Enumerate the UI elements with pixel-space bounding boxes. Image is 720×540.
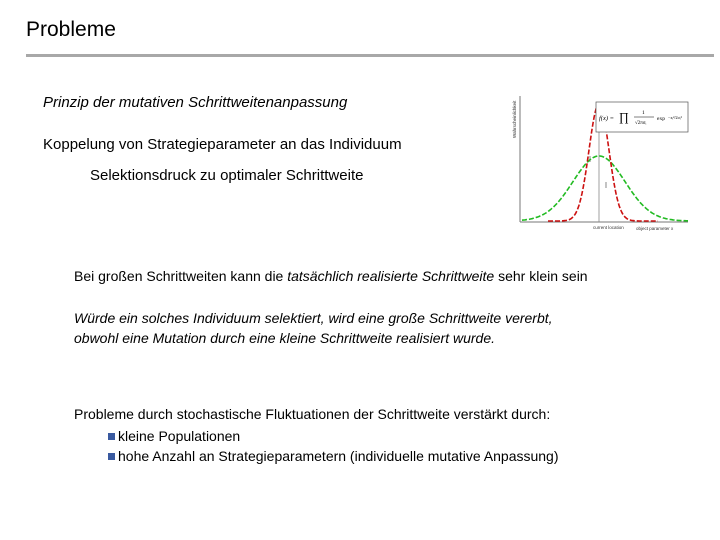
list-item	[108, 446, 559, 466]
section-heading: Prinzip der mutativen Schrittweitenanpassung	[43, 94, 348, 111]
bullet-square-icon	[108, 453, 115, 460]
formula-lhs: f(x) =	[599, 115, 615, 122]
selection-paragraph	[74, 308, 553, 348]
selection-pressure-line: Selektionsdruck zu optimaler Schrittweite	[90, 167, 364, 184]
formula-exp: exp	[657, 116, 665, 122]
title-divider	[26, 54, 714, 57]
p2-line-1: Würde ein solches Individuum selektiert, wird eine große Schrittweite vererbt,	[74, 310, 553, 326]
gaussian-figure	[508, 90, 692, 236]
bullet-text: hohe Anzahl an Strategieparametern (individuelle mutative Anpassung)	[118, 448, 559, 464]
formula-fraction-denominator: √2πσᵢ	[635, 121, 647, 126]
large-step-paragraph	[74, 268, 588, 284]
p1-post: sehr klein sein	[494, 268, 588, 284]
formula-box	[596, 102, 688, 132]
list-item	[108, 426, 559, 446]
formula-exp-argument: −xᵢ²/2σᵢ²	[668, 115, 682, 120]
figure-xlabel: object parameter x	[636, 226, 674, 231]
bullet-text: kleine Populationen	[118, 428, 241, 444]
figure-ylabel: Wahrscheinlichkeit	[512, 100, 517, 138]
bullet-list	[108, 426, 559, 466]
fluctuation-paragraph: Probleme durch stochastische Fluktuationen der Schrittweite verstärkt durch:	[74, 406, 551, 422]
slide-title: Probleme	[26, 18, 116, 41]
p1-emphasis: tatsächlich realisierte Schrittweite	[287, 268, 495, 284]
formula-fraction-numerator: 1	[642, 110, 645, 116]
p2-line-2: obwohl eine Mutation durch eine kleine Schrittweite realisiert wurde.	[74, 330, 495, 346]
coupling-line: Koppelung von Strategieparameter an das Individuum	[43, 136, 402, 153]
formula-product: ∏	[619, 110, 629, 124]
bullet-square-icon	[108, 433, 115, 440]
p1-pre: Bei großen Schrittweiten kann die	[74, 268, 288, 284]
location-marker-label: current location	[593, 225, 624, 230]
